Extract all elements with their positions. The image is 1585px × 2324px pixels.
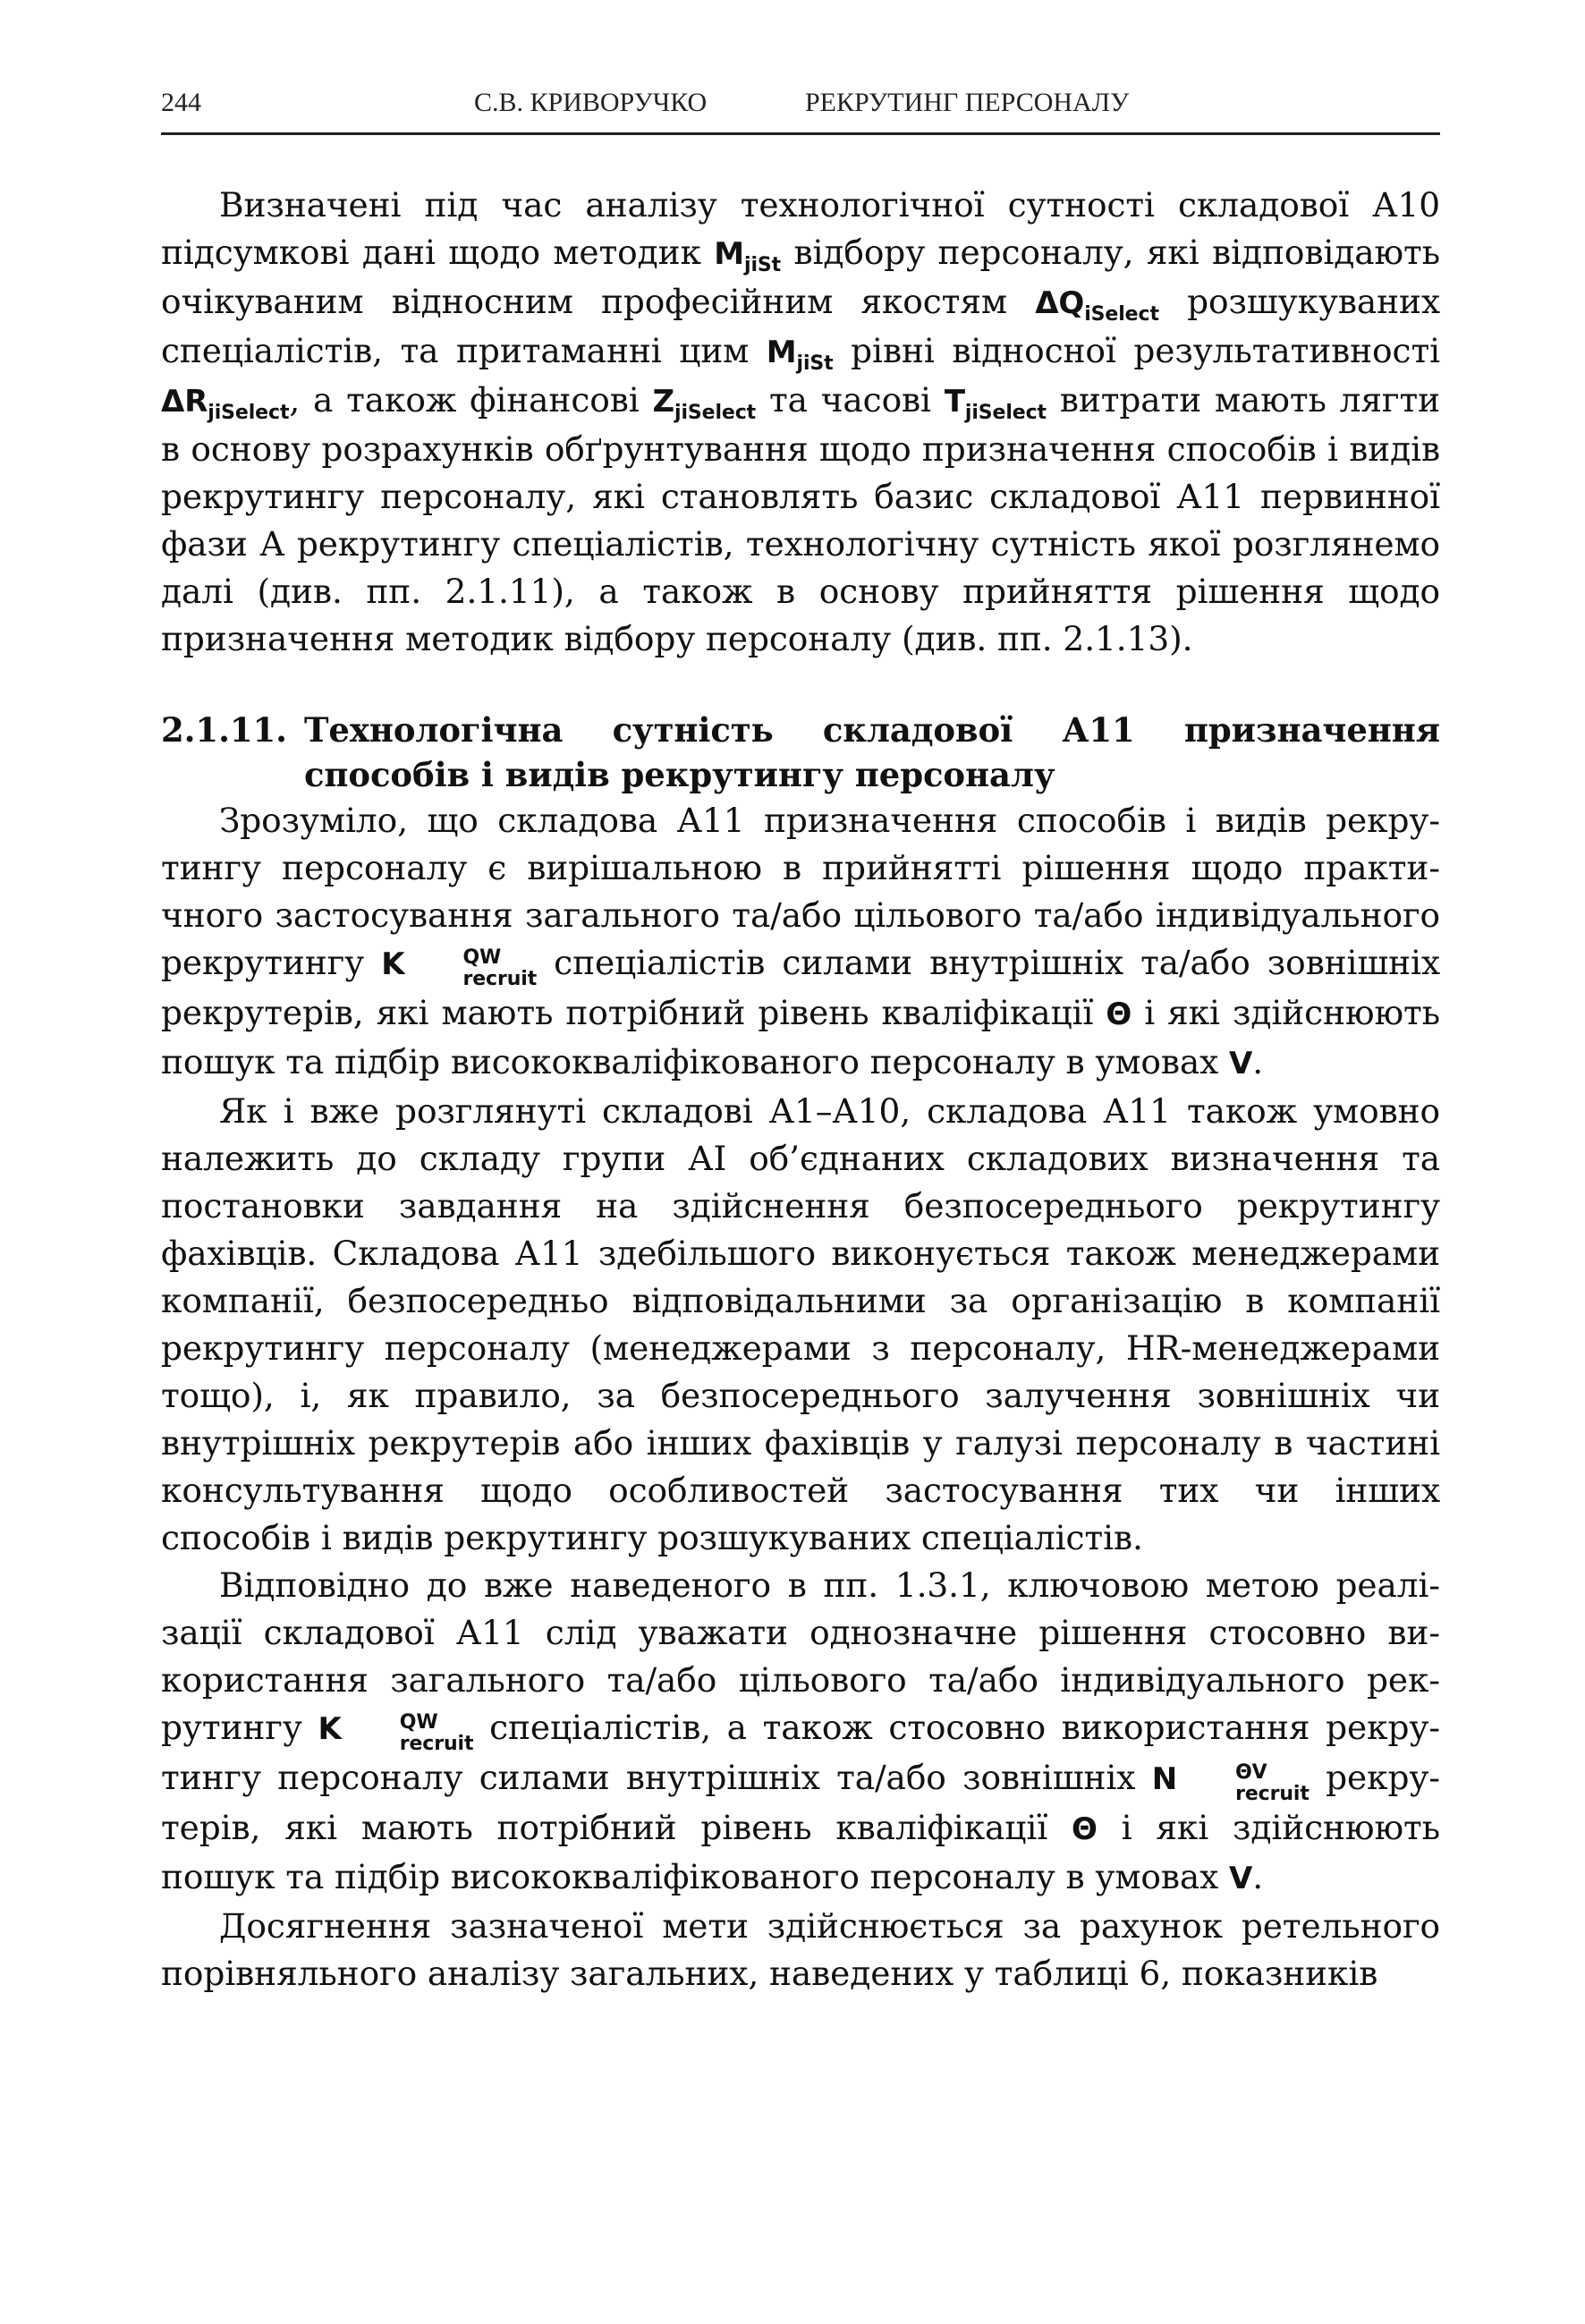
section-heading xyxy=(161,708,1440,797)
book-page xyxy=(161,86,1440,1997)
paragraph-1 xyxy=(161,182,1440,663)
symbol-z-jiselect: $Z_{jiSelect}$ xyxy=(652,384,757,424)
symbol-v: V xyxy=(1229,1046,1253,1081)
symbol-m-jist: $M_{jiSt}$ xyxy=(766,335,834,375)
text-run: спеціалістів, а також стосовно використання рекрутингу персоналу силами внутрішніх та/або зовнішніх xyxy=(161,1708,1440,1797)
text-run: Визначені під час аналізу технологічної сутності складової А10 підсумкові дані щодо методик xyxy=(161,185,1440,272)
body-text xyxy=(161,182,1440,1997)
header-author: С.В. КРИВОРУЧКО xyxy=(474,88,708,117)
section-number: 2.1.11. xyxy=(161,710,287,750)
symbol-delta-r-jiselect: $\Delta R_{jiSelect}$ xyxy=(161,384,290,424)
text-run: і які здійснюють пошук та підбір висококваліфікованого персоналу в умовах xyxy=(161,993,1440,1081)
text-run: Відповідно до вже наведеного в пп. 1.3.1, ключовою метою реалізації складової А11 слід уважати однозначне рішення стосовно використання загального та/або цільового та/або індивідуального рекрутингу xyxy=(161,1565,1440,1747)
symbol-delta-q-iselect: $\Delta Q_{iSelect}$ xyxy=(1035,285,1159,326)
symbol-t-jiselect: $T_{jiSelect}$ xyxy=(944,384,1047,424)
text-run: витрати мають лягти в основу розрахунків обґрунтування щодо призначення способів і видів рекрутингу персоналу, які становлять базис складової А11 первинної фази А рекрутингу спеціалістів, технологічну сутність якої розглянемо далі (див. пп. 2.1.11), а також в основу прийняття рішення щодо призначення методик відбору персоналу (див. пп. 2.1.13). xyxy=(161,380,1440,658)
symbol-k-recruit-qw: K QW recruit xyxy=(318,1711,474,1755)
symbol-theta: Θ xyxy=(1106,997,1132,1032)
text-run: та часові xyxy=(756,380,945,420)
section-title: Технологічна сутність складової А11 призначення способів і видів рекрутингу персоналу xyxy=(304,710,1440,794)
text-run: рівні відносної результативності xyxy=(833,331,1440,370)
text-run: , а також фінансові xyxy=(289,380,653,420)
symbol-v: V xyxy=(1229,1861,1253,1896)
header-book-title: РЕКРУТИНГ ПЕРСОНАЛУ xyxy=(805,88,1130,117)
paragraph-4 xyxy=(161,1562,1440,1903)
text-run: . xyxy=(1252,1042,1264,1081)
text-run: Зрозуміло, що складова А11 призначення способів і видів рекрутингу персоналу є вирішальною в прийнятті рішення щодо практичного застосування загального та/або цільового та/або індивідуального рекрутингу xyxy=(161,801,1440,982)
text-run: розшукуваних спеціалістів, та притаманні цим xyxy=(161,282,1440,370)
symbol-n-recruit-theta-v: N ΘV recruit xyxy=(1151,1761,1310,1805)
paragraph-3: Як і вже розглянуті складові А1–А10, складова А11 також умовно належить до складу групи АІ об’єднаних складових визначення та постановки завдання на здійснення безпосереднього рекрутингу фахівців. Складова А11 здебільшого виконується також менеджерами компанії, безпосередньо відповідальними за організацію в компанії рекрутингу персоналу (менеджерами з персоналу, HR-менеджерами тощо), і, як правило, за безпосереднього залучення зовнішніх чи внутрішніх рекрутерів або інших фахівців у галузі персоналу в частині консультування щодо особливостей застосування тих чи інших способів і видів рекрутингу розшукуваних спеціалістів. xyxy=(161,1091,1440,1557)
text-run: відбору персоналу, які відповідають очікуваним відносним професійним якостям xyxy=(161,233,1440,321)
symbol-theta: Θ xyxy=(1071,1811,1098,1847)
text-run: і які здійснюють пошук та підбір висококваліфікованого персоналу в умовах xyxy=(161,1808,1440,1896)
text-run: спеціалістів силами внутрішніх та/або зовнішніх рекрутерів, які мають потрібний рівень кваліфікації xyxy=(161,943,1440,1032)
paragraph-5: Досягнення зазначеної мети здійснюється за рахунок ретельного порівняльного аналізу загальних, наведених у таблиці 6, показників xyxy=(161,1906,1440,1993)
page-number: 244 xyxy=(161,88,201,117)
symbol-k-recruit-qw: K QW recruit xyxy=(381,946,538,990)
text-run: . xyxy=(1252,1857,1264,1896)
running-header xyxy=(161,86,1440,135)
text-run: рекрутерів, які мають потрібний рівень кваліфікації xyxy=(161,1758,1440,1847)
symbol-m-jist: $M_{jiSt}$ xyxy=(714,236,782,276)
paragraph-2 xyxy=(161,797,1440,1088)
